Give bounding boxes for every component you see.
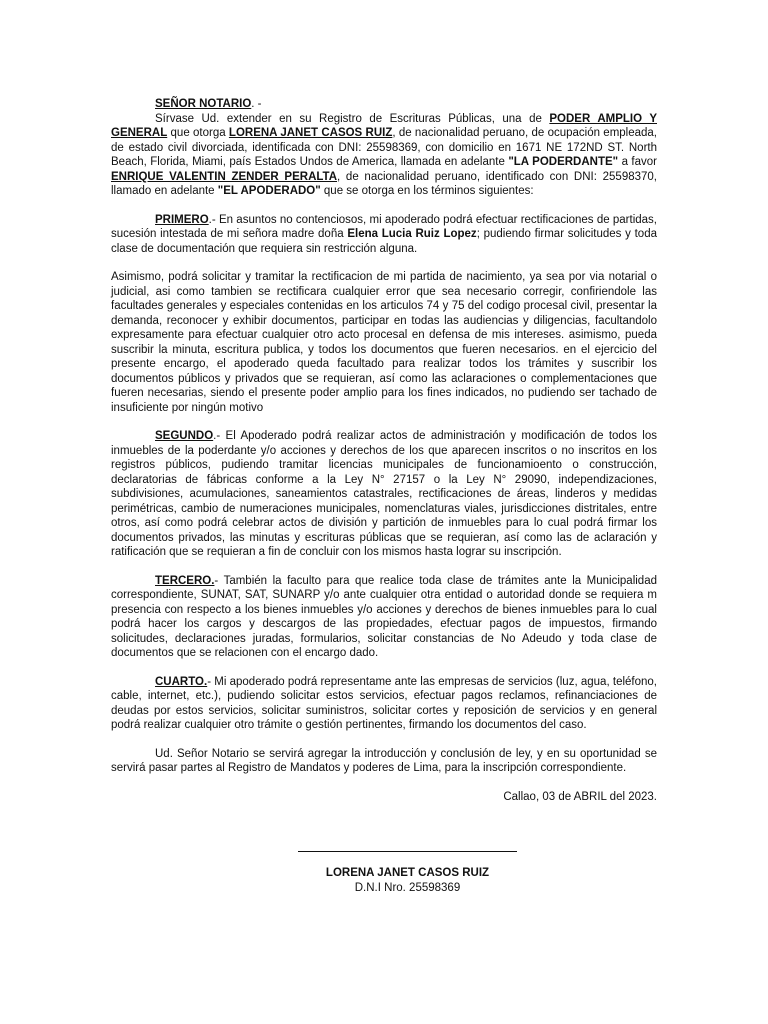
power-type: PODER AMPLIO Y GENERAL [111, 112, 657, 139]
clause-primero-text-1: .- En asuntos no contenciosos, mi apoderado podrá efectuar rectificaciones de partidas, sucesión intestada de mi señora madre doña [111, 213, 657, 240]
clause-primero [111, 213, 657, 257]
intro-paragraph [111, 112, 657, 199]
clause-segundo-label: SEGUNDO [155, 430, 214, 442]
mother-name: Elena Lucia Ruiz Lopez [347, 228, 477, 240]
closing-paragraph: Ud. Señor Notario se servirá agregar la introducción y conclusión de ley, y en su oportunidad se servirá pasar partes al Registro de Mandatos y poderes de Lima, para la inscripción correspondiente. [111, 747, 657, 774]
place-date: Callao, 03 de ABRIL del 2023. [503, 790, 657, 803]
clause-tercero [111, 574, 657, 661]
signer-name: LORENA JANET CASOS RUIZ [325, 867, 490, 879]
signature-block [298, 851, 517, 895]
clause-segundo [111, 429, 657, 560]
clause-cuarto [111, 675, 657, 733]
salutation [111, 97, 657, 112]
intro-text-3: , de nacionalidad peruano, de ocupación empleada, de estado civil divorciada, identificada con DNI: 25598369, con domicilio en 1671 NE 172ND ST. North Beach, Florida, Miami, país Estados Undos de America, llamada en adelante [111, 127, 658, 168]
signature-line [298, 851, 517, 852]
attorney-alias: "EL APODERADO" [217, 185, 321, 197]
asimismo-paragraph: Asimismo, podrá solicitar y tramitar la rectificacion de mi partida de nacimiento, ya sea por via notarial o judicial, asi como tambien se rectificara cualquier error que sea necesario corregir, confiriendole las facultades generales y especiales contenidas en los articulos 74 y 75 del codigo procesal civil, presentar la demanda, reconocer y exhibir documentos, participar en todas las audiencias y diligencias, facultandolo expresamente para efectuar cualquier otro acto procesal en defensa de mis intereses. asimismo, pueda suscribir la minuta, escritura publica, y todos los documentos que fueren necesarios. en el ejercicio del presente encargo, el apoderado queda facultado para realizar todos los trámites y suscribir los documentos públicos y privados que se requieran, así como las aclaraciones o complementaciones que fueren necesarias, siendo el presente poder amplio para los fines indicados, no pudiendo ser tachado de insuficiente por ningún motivo [111, 271, 657, 414]
clause-primero-text-2: ; pudiendo firmar solicitudes y toda clase de documentación que requiera sin restricción alguna. [111, 228, 657, 255]
document-body [111, 97, 657, 804]
intro-text-4: a favor [618, 156, 657, 168]
clause-cuarto-label: CUARTO. [155, 675, 208, 688]
intro-text-6: que se otorga en los términos siguientes: [320, 185, 534, 197]
attorney-name: ENRIQUE VALENTIN ZENDER PERALTA [111, 170, 338, 183]
signer-dni: D.N.I Nro. 25598369 [354, 881, 461, 894]
clause-segundo-text: .- El Apoderado podrá realizar actos de administración y modificación de todos los inmuebles de la poderdante y/o acciones y derechos de los que aparecen inscritos o no inscritos en los registros públicos, pudiendo tramitar licencias municipales de funcionamioento o construcción, declaratorias de fábricas conforme a la Ley N° 27157 o la Ley N° 29090, independizaciones, subdivisiones, acumulaciones, saneamientos catastrales, rectificaciones de áreas, linderos y medidas perimétricas, cambio de numeraciones municipales, nomenclaturas viales, jurisdicciones distritales, entre otros, así como podrá celebrar actos de división y partición de inmuebles para lo cual podrá firmar los documentos privados, las minutas y escrituras públicas que se requieran, así como las de aclaración y ratificación que se requieran a fin de concluir con los mismos hasta lograr su inscripción. [111, 430, 657, 558]
grantor-alias: "LA PODERDANTE" [508, 156, 619, 168]
salutation-title: SEÑOR NOTARIO [155, 98, 252, 110]
intro-text-5: , de nacionalidad peruano, identificado con DNI: 25598370, llamado en adelante [111, 170, 657, 197]
clause-primero-label: PRIMERO [155, 213, 209, 226]
salutation-suffix: . - [251, 98, 262, 110]
clause-tercero-text: - También la faculto para que realice toda clase de trámites ante la Municipalidad correspondiente, SUNAT, SAT, SUNARP y/o ante cualquier otra entidad o autoridad donde se requiera m presencia con respecto a los bienes inmuebles y/o acciones y derechos de bienes inmuebles para lo cual podrá hacer los cargos y descargos de las propiedades, efectuar pagos de impuestos, firmando solicitudes, declaraciones juradas, formularios, solicitar constancias de No Adeudo y toda clase de documentos que se relacionen con el encargo dado. [111, 574, 657, 659]
intro-text-2: que otorga [167, 127, 229, 139]
clause-cuarto-text: - Mi apoderado podrá representame ante las empresas de servicios (luz, agua, teléfono, cable, internet, etc.), pudiendo solicitar estos servicios, efectuar pagos reclamos, refinanciaciones de deudas por estos servicios, solicitar suministros, solicitar cortes y reposición de servicios y en general podrá realizar cualquier otro trámite o gestión pertinentes, firmando los documentos del caso. [111, 675, 657, 731]
clause-tercero-label: TERCERO. [155, 574, 215, 587]
intro-text-1: Sírvase Ud. extender en su Registro de Escrituras Públicas, una de [155, 112, 550, 125]
grantor-name: LORENA JANET CASOS RUIZ [228, 127, 393, 139]
